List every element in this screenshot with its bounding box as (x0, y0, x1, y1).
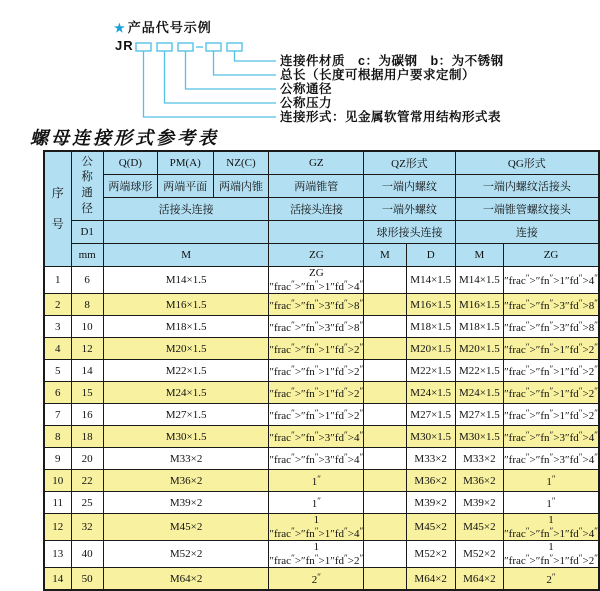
connector-line-length (214, 51, 277, 75)
table-row (44, 448, 599, 470)
cell-qg-zg: 2″ (504, 568, 599, 591)
cell-mm: 40 (71, 541, 103, 568)
cell-qg-m: M16×1.5 (455, 294, 503, 316)
cell-zg: 1″ (269, 470, 364, 492)
connector-line-pressure (165, 51, 277, 103)
cell-qz-d: M52×2 (406, 541, 455, 568)
cell-qg-m: M27×1.5 (455, 404, 503, 426)
cell-qz-m (364, 426, 406, 448)
table-row (44, 294, 599, 316)
cell-seq: 1 (44, 267, 71, 294)
cell-zg: ″frac″>″fn″>3″fd″>4″ (269, 426, 364, 448)
cell-m: M39×2 (103, 492, 269, 514)
code-box-3 (178, 43, 193, 51)
table-row (44, 316, 599, 338)
cell-qg-m: M45×2 (455, 514, 503, 541)
header-qg-zg: ZG (504, 244, 599, 267)
cell-qz-d: M20×1.5 (406, 338, 455, 360)
cell-mm: 32 (71, 514, 103, 541)
header-nominal-diameter: 公称通径 (71, 151, 103, 221)
cell-m: M64×2 (103, 568, 269, 591)
table-row (44, 338, 599, 360)
cell-qz-d: M39×2 (406, 492, 455, 514)
cell-qg-m: M52×2 (455, 541, 503, 568)
cell-seq: 14 (44, 568, 71, 591)
cell-qg-m: M24×1.5 (455, 382, 503, 404)
cell-qz-m (364, 382, 406, 404)
cell-qz-d: M36×2 (406, 470, 455, 492)
diagram-label-length: 总长（长度可根据用户要求定制） (280, 68, 476, 82)
header-col-q: Q(D) (103, 151, 157, 175)
header-qz-desc1: 一端内螺纹 (364, 175, 455, 198)
cell-qg-m: M39×2 (455, 492, 503, 514)
table-row (44, 360, 599, 382)
cell-mm: 18 (71, 426, 103, 448)
cell-mm: 8 (71, 294, 103, 316)
cell-qz-m (364, 492, 406, 514)
cell-seq: 8 (44, 426, 71, 448)
cell-zg: 1 ″frac″>″fn″>1″fd″>2″ (269, 541, 364, 567)
cell-qz-d: M22×1.5 (406, 360, 455, 382)
cell-qz-m (364, 541, 406, 568)
cell-m: M14×1.5 (103, 267, 269, 294)
header-qg-desc3: 连接 (455, 221, 599, 244)
cell-zg: ″frac″>″fn″>1″fd″>2″ (269, 360, 364, 382)
cell-qg-m: M14×1.5 (455, 267, 503, 294)
cell-qg-m: M30×1.5 (455, 426, 503, 448)
cell-seq: 6 (44, 382, 71, 404)
cell-mm: 14 (71, 360, 103, 382)
code-box-1 (136, 43, 151, 51)
table-row (44, 541, 599, 568)
cell-m: M52×2 (103, 541, 269, 568)
diagram-label-pressure: 公称压力 (280, 96, 333, 110)
cell-qz-m (364, 568, 406, 591)
cell-qg-zg: 1″ (504, 470, 599, 492)
cell-seq: 13 (44, 541, 71, 568)
header-qz-m: M (364, 244, 406, 267)
code-box-5 (227, 43, 242, 51)
diagram-label-diameter: 公称通径 (280, 82, 333, 96)
cell-qz-d: M27×1.5 (406, 404, 455, 426)
code-box-4 (206, 43, 221, 51)
table-body (44, 151, 599, 590)
cell-zg: ZG ″frac″>″fn″>1″fd″>4″ (269, 267, 364, 293)
cell-qz-m (364, 448, 406, 470)
cell-m: M27×1.5 (103, 404, 269, 426)
header-qz-desc2: 一端外螺纹 (364, 198, 455, 221)
cell-seq: 7 (44, 404, 71, 426)
cell-m: M18×1.5 (103, 316, 269, 338)
cell-zg: ″frac″>″fn″>1″fd″>2″ (269, 404, 364, 426)
cell-qz-d: M30×1.5 (406, 426, 455, 448)
cell-mm: 15 (71, 382, 103, 404)
cell-qg-zg: 1 ″frac″>″fn″>1″fd″>4″ (504, 514, 598, 540)
blank-cell (269, 221, 364, 244)
header-d1: D1 (71, 221, 103, 244)
cell-zg: ″frac″>″fn″>3″fd″>8″ (269, 316, 364, 338)
diagram-title-text: 产品代号示例 (127, 20, 212, 35)
cell-m: M22×1.5 (103, 360, 269, 382)
cell-m: M45×2 (103, 514, 269, 541)
cell-qg-zg: ″frac″>″fn″>1″fd″>2″ (504, 360, 599, 382)
blank-cell (103, 221, 269, 244)
cell-qz-m (364, 470, 406, 492)
cell-qz-m (364, 338, 406, 360)
header-row-3 (44, 198, 599, 221)
connector-line-diameter (186, 51, 277, 89)
cell-qg-m: M64×2 (455, 568, 503, 591)
header-row-5 (44, 244, 599, 267)
header-col-qg: QG形式 (455, 151, 599, 175)
cell-mm: 10 (71, 316, 103, 338)
header-qg-desc1: 一端内螺纹活接头 (455, 175, 599, 198)
cell-qg-m: M36×2 (455, 470, 503, 492)
header-qg-m: M (455, 244, 503, 267)
diagram-label-conntype: 连接形式：见金属软管常用结构形式表 (280, 110, 502, 124)
header-col-qz: QZ形式 (364, 151, 455, 175)
table-row (44, 426, 599, 448)
cell-seq: 11 (44, 492, 71, 514)
cell-zg: 1″ (269, 492, 364, 514)
cell-mm: 16 (71, 404, 103, 426)
cell-zg: ″frac″>″fn″>3″fd″>4″ (269, 448, 364, 470)
header-row-1 (44, 151, 599, 175)
connector-line-material (235, 51, 277, 61)
cell-qg-zg: ″frac″>″fn″>1″fd″>2″ (504, 404, 599, 426)
table-row (44, 492, 599, 514)
header-row-2 (44, 175, 599, 198)
cell-seq: 12 (44, 514, 71, 541)
header-col-gz: GZ (269, 151, 364, 175)
cell-m: M16×1.5 (103, 294, 269, 316)
cell-qg-zg: ″frac″>″fn″>3″fd″>4″ (504, 426, 599, 448)
cell-mm: 20 (71, 448, 103, 470)
cell-qz-d: M45×2 (406, 514, 455, 541)
cell-qg-zg: ″frac″>″fn″>1″fd″>2″ (504, 382, 599, 404)
product-code-prefix: JR (115, 38, 134, 53)
cell-qg-m: M20×1.5 (455, 338, 503, 360)
cell-qg-zg: ″frac″>″fn″>1″fd″>2″ (504, 338, 599, 360)
header-pm-desc: 两端平面 (157, 175, 213, 198)
header-mm: mm (71, 244, 103, 267)
header-union-connection: 活接头连接 (103, 198, 269, 221)
table-row (44, 404, 599, 426)
cell-qz-m (364, 267, 406, 294)
cell-seq: 3 (44, 316, 71, 338)
cell-qz-m (364, 360, 406, 382)
cell-qz-m (364, 514, 406, 541)
cell-qg-zg: 1″ (504, 492, 599, 514)
cell-qg-m: M18×1.5 (455, 316, 503, 338)
cell-qz-m (364, 316, 406, 338)
cell-seq: 5 (44, 360, 71, 382)
cell-qg-zg: ″frac″>″fn″>3″fd″>8″ (504, 316, 599, 338)
header-col-pm: PM(A) (157, 151, 213, 175)
table-title: 螺母连接形式参考表 (30, 128, 219, 148)
cell-zg: 2″ (269, 568, 364, 591)
header-m: M (103, 244, 269, 267)
cell-qg-zg: ″frac″>″fn″>1″fd″>4″ (504, 267, 599, 294)
table-row (44, 382, 599, 404)
header-union-connection-gz: 活接头连接 (269, 198, 364, 221)
cell-seq: 10 (44, 470, 71, 492)
cell-m: M20×1.5 (103, 338, 269, 360)
cell-zg: ″frac″>″fn″>3″fd″>8″ (269, 294, 364, 316)
cell-qz-m (364, 404, 406, 426)
cell-qz-d: M18×1.5 (406, 316, 455, 338)
cell-zg: 1 ″frac″>″fn″>1″fd″>4″ (269, 514, 364, 540)
cell-qz-d: M16×1.5 (406, 294, 455, 316)
cell-qz-d: M64×2 (406, 568, 455, 591)
table-row (44, 514, 599, 541)
cell-m: M36×2 (103, 470, 269, 492)
table-row (44, 470, 599, 492)
cell-mm: 25 (71, 492, 103, 514)
header-gz-desc: 两端锥管 (269, 175, 364, 198)
cell-mm: 22 (71, 470, 103, 492)
cell-qg-zg: ″frac″>″fn″>3″fd″>4″ (504, 448, 599, 470)
header-q-desc: 两端球形 (103, 175, 157, 198)
cell-qz-d: M24×1.5 (406, 382, 455, 404)
header-zg: ZG (269, 244, 364, 267)
cell-zg: ″frac″>″fn″>1″fd″>2″ (269, 338, 364, 360)
cell-m: M24×1.5 (103, 382, 269, 404)
cell-m: M30×1.5 (103, 426, 269, 448)
cell-qz-d: M33×2 (406, 448, 455, 470)
cell-mm: 12 (71, 338, 103, 360)
cell-m: M33×2 (103, 448, 269, 470)
header-qz-desc3: 球形接头连接 (364, 221, 455, 244)
cell-qz-d: M14×1.5 (406, 267, 455, 294)
header-seq: 序号 (44, 151, 71, 267)
diagram-label-material: 连接件材质 c：为碳钢 b：为不锈钢 (280, 54, 504, 68)
cell-qg-zg: ″frac″>″fn″>3″fd″>8″ (504, 294, 599, 316)
code-box-2 (157, 43, 172, 51)
star-icon: ★ (114, 21, 126, 35)
header-qz-d: D (406, 244, 455, 267)
header-nz-desc: 两端内锥 (213, 175, 269, 198)
cell-qg-m: M22×1.5 (455, 360, 503, 382)
cell-zg: ″frac″>″fn″>1″fd″>2″ (269, 382, 364, 404)
header-col-nz: NZ(C) (213, 151, 269, 175)
cell-mm: 50 (71, 568, 103, 591)
header-qg-desc2: 一端锥管螺纹接头 (455, 198, 599, 221)
cell-seq: 4 (44, 338, 71, 360)
cell-qz-m (364, 294, 406, 316)
table-row (44, 267, 599, 294)
header-row-4 (44, 221, 599, 244)
table-row (44, 568, 599, 591)
nut-connection-table (43, 150, 600, 591)
cell-qg-m: M33×2 (455, 448, 503, 470)
cell-qg-zg: 1 ″frac″>″fn″>1″fd″>2″ (504, 541, 598, 567)
cell-seq: 2 (44, 294, 71, 316)
cell-seq: 9 (44, 448, 71, 470)
cell-mm: 6 (71, 267, 103, 294)
